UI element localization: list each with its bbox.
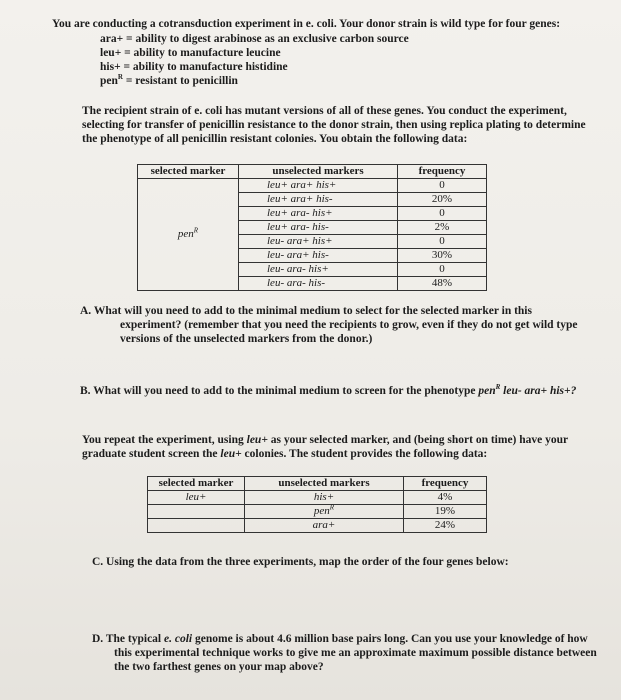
repeat-line-2: graduate student screen the leu+ colonies. The student provides the following data: — [82, 448, 488, 460]
definition-ara: ara+ = ability to digest arabinose as an exclusive carbon source — [100, 33, 409, 45]
question-a-line-1: A. What will you need to add to the minimal medium to select for the selected marker in this — [80, 305, 532, 317]
question-d-line-1: D. The typical e. coli genome is about 4.6 million base pairs long. Can you use your knowledge of how — [92, 633, 588, 645]
markers-cell: leu+ ara+ his- — [239, 193, 398, 207]
frequency-cell: 0 — [398, 263, 487, 277]
question-a-line-3: versions of the unselected markers from the donor.) — [120, 333, 373, 345]
header-unselected-markers: unselected markers — [245, 477, 404, 491]
table-row — [148, 491, 487, 505]
selected-marker-cell: leu+ — [148, 491, 245, 505]
question-b: B. What will you need to add to the minimal medium to screen for the phenotype pen$^R$ leu- ara+ his+? — [80, 383, 577, 397]
markers-cell: leu- ara- his- — [239, 277, 398, 291]
question-d-line-3: the two farthest genes on your map above? — [114, 661, 324, 673]
header-selected-marker: selected marker — [148, 477, 245, 491]
recipient-line-2: selecting for transfer of penicillin resistance to the donor strain, then using replica plating to determine — [82, 119, 586, 131]
markers-cell: leu+ ara- his- — [239, 221, 398, 235]
header-unselected-markers: unselected markers — [239, 165, 398, 179]
marker-cell: his+ — [245, 491, 404, 505]
frequency-cell: 30% — [398, 249, 487, 263]
intro-line: You are conducting a cotransduction experiment in e. coli. Your donor strain is wild type for four genes: — [52, 18, 561, 30]
penicillin-results-table — [137, 164, 487, 291]
markers-cell: leu+ ara+ his+ — [239, 179, 398, 193]
frequency-cell: 2% — [398, 221, 487, 235]
selected-marker-cell: pen$^R$ — [138, 179, 239, 291]
frequency-cell: 0 — [398, 235, 487, 249]
question-d-line-2: this experimental technique works to give me an approximate maximum possible distance between — [114, 647, 597, 659]
frequency-cell: 19% — [404, 505, 487, 519]
marker-cell: ara+ — [245, 519, 404, 533]
question-c: C. Using the data from the three experiments, map the order of the four genes below: — [92, 556, 509, 568]
marker-cell: pen$^R$ — [245, 505, 404, 519]
header-selected-marker: selected marker — [138, 165, 239, 179]
table-row — [138, 179, 487, 193]
frequency-cell: 20% — [398, 193, 487, 207]
frequency-cell: 0 — [398, 179, 487, 193]
markers-cell: leu- ara- his+ — [239, 263, 398, 277]
table-row — [148, 505, 487, 519]
frequency-cell: 4% — [404, 491, 487, 505]
markers-cell: leu- ara+ his- — [239, 249, 398, 263]
markers-cell: leu+ ara- his+ — [239, 207, 398, 221]
empty-cell — [148, 505, 245, 519]
empty-cell — [148, 519, 245, 533]
definition-his: his+ = ability to manufacture histidine — [100, 61, 288, 73]
question-a-line-2: experiment? (remember that you need the recipients to grow, even if they do not get wild type — [120, 319, 578, 331]
leucine-results-table — [147, 476, 487, 533]
table-header-row — [148, 477, 487, 491]
definition-leu: leu+ = ability to manufacture leucine — [100, 47, 281, 59]
header-frequency: frequency — [404, 477, 487, 491]
definition-pen: pen$^R$ = resistant to penicillin — [100, 73, 238, 87]
repeat-line-1: You repeat the experiment, using leu+ as your selected marker, and (being short on time) have your — [82, 434, 569, 446]
recipient-line-3: the phenotype of all penicillin resistant colonies. You obtain the following data: — [82, 133, 468, 145]
frequency-cell: 0 — [398, 207, 487, 221]
table-header-row — [138, 165, 487, 179]
table-row — [148, 519, 487, 533]
recipient-line-1: The recipient strain of e. coli has mutant versions of all of these genes. You conduct the experiment, — [82, 105, 567, 117]
markers-cell: leu- ara+ his+ — [239, 235, 398, 249]
header-frequency: frequency — [398, 165, 487, 179]
frequency-cell: 24% — [404, 519, 487, 533]
frequency-cell: 48% — [398, 277, 487, 291]
